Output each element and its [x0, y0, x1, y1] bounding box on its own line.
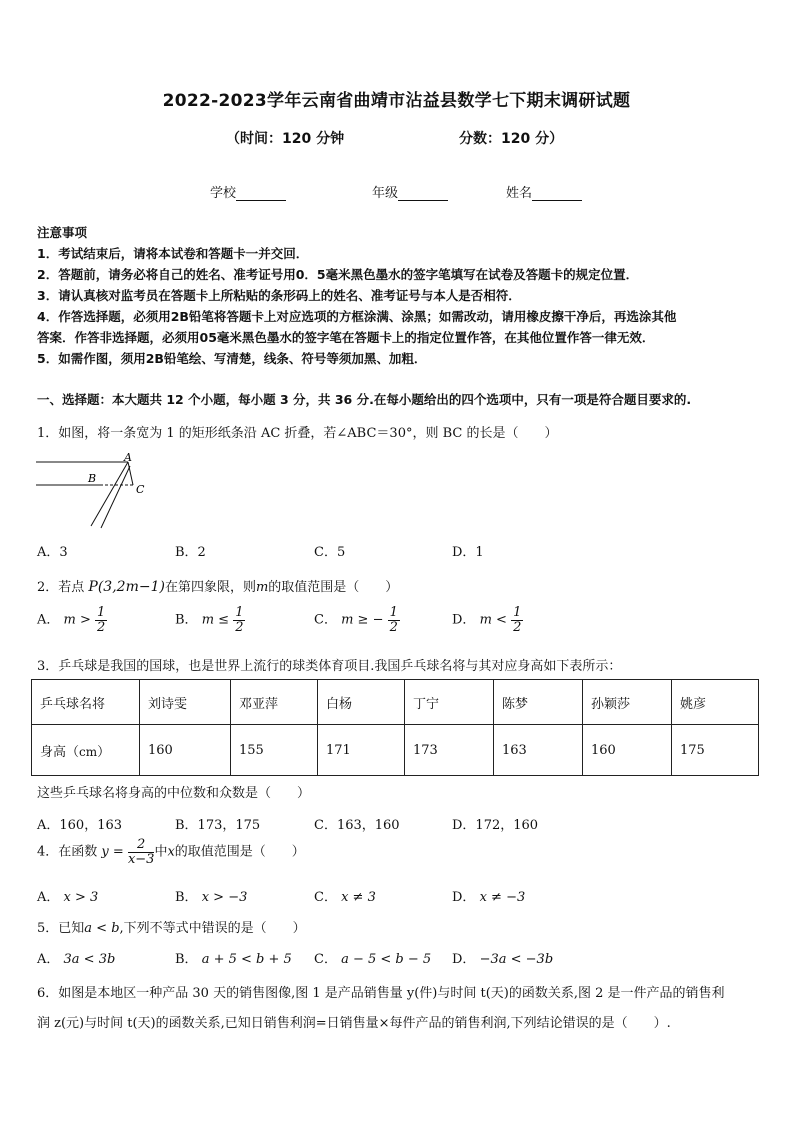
q6-stem-line-2: 润 z(元)与时间 t(天)的函数关系,已知日销售利润=日销售量×每件产品的销售利润,下列结论错误的是（ ）.	[37, 1016, 671, 1031]
q2-option-d[interactable]: D． m < $\frac{1}{2}$	[452, 605, 522, 635]
exam-time: （时间：120 分钟	[226, 131, 345, 147]
school-blank[interactable]	[236, 186, 286, 201]
q3-option-b[interactable]: B．173，175	[175, 818, 261, 833]
q6-stem-line-1: 6．如图是本地区一种产品 30 天的销售图像,图 1 是产品销售量 y(件)与时间 t(天)的函数关系,图 2 是一件产品的销售利	[37, 986, 725, 1001]
q4-option-c[interactable]: C． x ≠ 3	[314, 890, 376, 905]
q1-label-c: C	[136, 483, 145, 496]
q2-stem: 2．若点 P(3,2m−1)在第四象限，则m的取值范围是（ ）	[37, 579, 399, 595]
table-cell: 155	[231, 725, 318, 776]
table-cell: 160	[583, 725, 672, 776]
exam-title: 2022-2023学年云南省曲靖市沾益县数学七下期末调研试题	[162, 91, 631, 111]
table-cell: 丁宁	[405, 680, 494, 725]
q3-question: 这些乒乓球名将身高的中位数和众数是（ ）	[37, 786, 311, 801]
grade-blank[interactable]	[398, 186, 448, 201]
name-label: 姓名	[506, 186, 533, 201]
q5-option-c[interactable]: C． a − 5 < b − 5	[314, 952, 432, 967]
school-field	[210, 182, 286, 201]
q1-option-c[interactable]: C．5	[314, 545, 346, 560]
q2-option-c[interactable]: C． m ≥ − $\frac{1}{2}$	[314, 605, 398, 635]
q1-label-a: A	[124, 452, 132, 464]
table-cell: 刘诗雯	[140, 680, 231, 725]
table-cell: 孙颖莎	[583, 680, 672, 725]
q3-stem: 3．乒乓球是我国的国球，也是世界上流行的球类体育项目.我国乒乓球名将与其对应身高如下表所示：	[37, 659, 622, 674]
notice-item: 1．考试结束后，请将本试卷和答题卡一并交回．	[37, 246, 309, 261]
q4-option-b[interactable]: B． x > −3	[175, 890, 248, 905]
q1-option-b[interactable]: B．2	[175, 545, 206, 560]
q2-option-b[interactable]: B． m ≤ $\frac{1}{2}$	[175, 605, 244, 635]
q3-option-c[interactable]: C．163，160	[314, 818, 400, 833]
table-cell: 163	[494, 725, 583, 776]
name-blank[interactable]	[532, 186, 582, 201]
notice-item: 3．请认真核对监考员在答题卡上所粘贴的条形码上的姓名、准考证号与本人是否相符．	[37, 288, 521, 303]
section-heading: 一、选择题：本大题共 12 个小题，每小题 3 分，共 36 分.在每小题给出的四个选项中，只有一项是符合题目要求的.	[37, 392, 692, 407]
table-cell: 171	[318, 725, 405, 776]
notice-heading: 注意事项	[37, 225, 88, 240]
table-cell: 邓亚萍	[231, 680, 318, 725]
q1-label-b: B	[88, 472, 97, 485]
q1-fold-edge-2	[101, 466, 130, 528]
q3-option-d[interactable]: D．172，160	[452, 818, 539, 833]
table-row	[32, 725, 759, 776]
table-cell: 175	[672, 725, 759, 776]
height-table	[31, 679, 759, 776]
q4-fraction: $\frac{2}{x-3}$	[127, 837, 155, 867]
q2-point: P(3,2m−1)	[88, 579, 165, 595]
notice-item: 2．答题前，请务必将自己的姓名、准考证号用0．5毫米黑色墨水的签字笔填写在试卷及答题卡的规定位置．	[37, 267, 639, 282]
q2-var: m	[255, 580, 269, 595]
table-cell: 身高（cm）	[32, 725, 140, 776]
table-cell: 姚彦	[672, 680, 759, 725]
name-field	[506, 182, 582, 201]
q1-option-a[interactable]: A．3	[37, 545, 68, 560]
q5-stem: 5．已知a < b,下列不等式中错误的是（ ）	[37, 921, 306, 936]
exam-score: 分数：120 分）	[459, 131, 564, 147]
q1-fold-edge-1	[91, 462, 128, 526]
q5-option-b[interactable]: B． a + 5 < b + 5	[175, 952, 292, 967]
q1-figure	[36, 452, 156, 530]
table-cell: 陈梦	[494, 680, 583, 725]
q1-stem: 1．如图，将一条宽为 1 的矩形纸条沿 AC 折叠，若∠ABC＝30°，则 BC 的长是（ ）	[37, 426, 558, 441]
q2-option-a[interactable]: A． m > $\frac{1}{2}$	[37, 605, 106, 635]
table-cell: 乒乓球名将	[32, 680, 140, 725]
q4-option-d[interactable]: D． x ≠ −3	[452, 890, 526, 905]
table-cell: 160	[140, 725, 231, 776]
q3-option-a[interactable]: A．160，163	[37, 818, 123, 833]
school-label: 学校	[210, 186, 237, 201]
grade-label: 年级	[372, 186, 399, 201]
notice-item: 4．作答选择题，必须用2B铅笔将答题卡上对应选项的方框涂满、涂黑；如需改动，请用橡皮擦干净后，再选涂其他	[37, 309, 677, 324]
q5-option-d[interactable]: D． −3a < −3b	[452, 952, 554, 967]
notice-item: 5．如需作图，须用2B铅笔绘、写清楚，线条、符号等须加黑、加粗．	[37, 351, 427, 366]
q4-stem: 4．在函数 y = $\frac{2}{x-3}$ 中x的取值范围是（ ）	[37, 837, 305, 867]
notice-item: 答案．作答非选择题，必须用05毫米黑色墨水的签字笔在答题卡上的指定位置作答，在其他位置作答一律无效．	[37, 330, 655, 345]
table-row	[32, 680, 759, 725]
q1-segment-ac	[128, 462, 133, 485]
table-cell: 白杨	[318, 680, 405, 725]
q1-option-d[interactable]: D．1	[452, 545, 484, 560]
table-cell: 173	[405, 725, 494, 776]
grade-field	[372, 182, 448, 201]
q5-option-a[interactable]: A． 3a < 3b	[37, 952, 116, 967]
q4-option-a[interactable]: A． x > 3	[37, 890, 99, 905]
